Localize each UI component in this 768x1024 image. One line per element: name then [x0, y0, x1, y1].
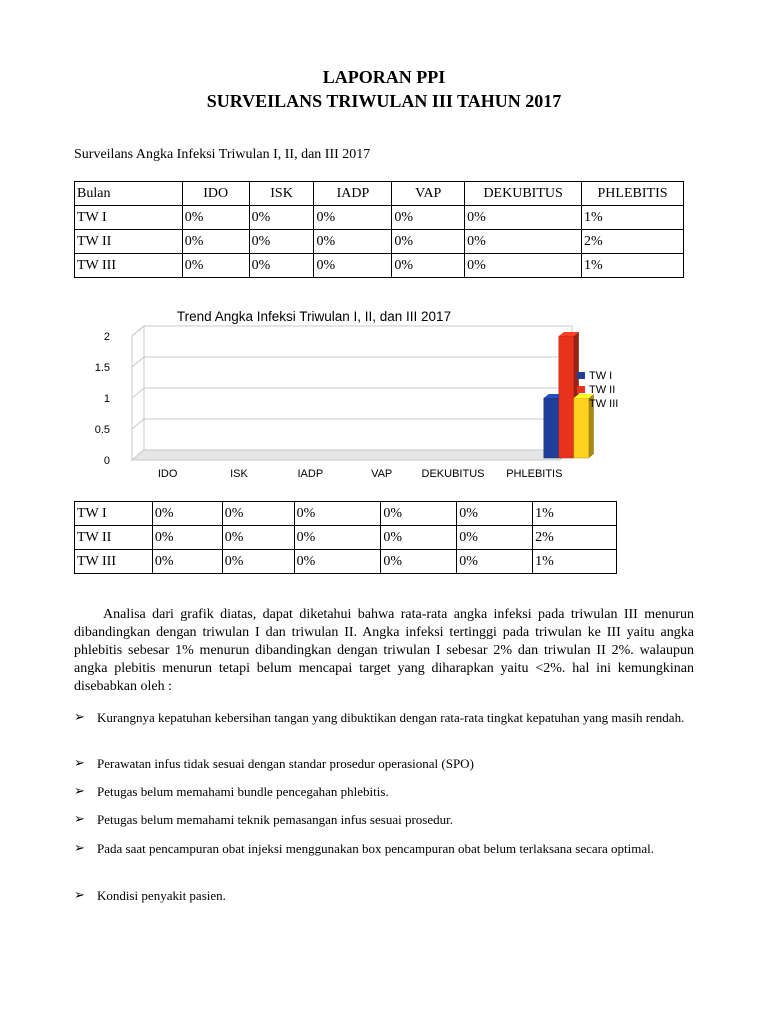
table-cell: 0%	[457, 550, 533, 574]
list-item	[74, 840, 694, 858]
list-item-text: Kondisi penyakit pasien.	[97, 888, 226, 903]
x-tick-label: ISK	[230, 468, 248, 480]
table-cell: 1%	[582, 206, 684, 230]
table-cell: 0%	[222, 550, 294, 574]
table-cell: 0%	[392, 230, 465, 254]
table-cell: 0%	[294, 526, 381, 550]
legend-swatch	[577, 386, 585, 393]
table-cell: 0%	[152, 550, 222, 574]
legend-label: TW II	[589, 384, 616, 396]
x-tick-label: PHLEBITIS	[506, 468, 563, 480]
table-cell: 2%	[582, 230, 684, 254]
legend-swatch	[577, 400, 585, 407]
table-cell: 0%	[465, 230, 582, 254]
arrow-bullet-icon: ➢	[74, 756, 85, 771]
list-item	[74, 709, 694, 727]
infection-rate-table	[74, 181, 684, 278]
list-item	[74, 783, 694, 801]
table-cell: TW II	[75, 526, 153, 550]
x-tick-label: VAP	[371, 468, 393, 480]
column-header: PHLEBITIS	[582, 182, 684, 206]
column-header: DEKUBITUS	[465, 182, 582, 206]
table-cell: 0%	[465, 206, 582, 230]
table-cell: 0%	[314, 206, 392, 230]
table-cell: 0%	[314, 230, 392, 254]
table-cell: TW III	[75, 254, 183, 278]
list-item	[74, 755, 694, 773]
table-cell: 0%	[182, 206, 249, 230]
arrow-bullet-icon: ➢	[74, 841, 85, 856]
table-cell: 1%	[533, 550, 617, 574]
list-item	[74, 887, 694, 905]
table-cell: 0%	[222, 526, 294, 550]
legend-swatch	[577, 372, 585, 379]
x-tick-label: IADP	[297, 468, 324, 480]
list-item-text: Perawatan infus tidak sesuai dengan standar prosedur operasional (SPO)	[97, 756, 474, 771]
arrow-bullet-icon: ➢	[74, 784, 85, 799]
infection-trend-chart	[84, 302, 644, 492]
column-header: IADP	[314, 182, 392, 206]
report-title: LAPORAN PPI	[322, 67, 446, 87]
table-row	[75, 526, 617, 550]
table-cell: 0%	[392, 254, 465, 278]
table-row	[75, 254, 684, 278]
table-cell: 0%	[182, 254, 249, 278]
table-cell: 0%	[314, 254, 392, 278]
column-header: Bulan	[75, 182, 183, 206]
column-header: IDO	[182, 182, 249, 206]
legend-label: TW III	[589, 398, 619, 410]
table-cell: 0%	[381, 550, 457, 574]
table-cell: 0%	[457, 502, 533, 526]
legend-label: TW I	[589, 370, 613, 382]
table-cell: 0%	[465, 254, 582, 278]
list-item-text: Kurangnya kepatuhan kebersihan tangan yang dibuktikan dengan rata-rata tingkat kepatuhan yang masih rendah.	[97, 710, 685, 725]
bar-front	[544, 398, 559, 458]
arrow-bullet-icon: ➢	[74, 710, 85, 725]
table-cell: 0%	[294, 502, 381, 526]
table-cell: 0%	[249, 206, 314, 230]
x-tick-label: IDO	[157, 468, 178, 480]
y-tick-label: 0	[103, 455, 110, 467]
list-item-text: Pada saat pencampuran obat injeksi menggunakan box pencampuran obat belum terlaksana secara optimal.	[97, 841, 654, 856]
table-cell: 0%	[457, 526, 533, 550]
table-cell: 0%	[381, 502, 457, 526]
y-tick-label: 1.5	[94, 362, 110, 374]
bar-front	[559, 336, 574, 458]
column-header: ISK	[249, 182, 314, 206]
table-cell: TW II	[75, 230, 183, 254]
y-tick-label: 0.5	[94, 424, 110, 436]
table-row	[75, 502, 617, 526]
list-item-text: Petugas belum memahami teknik pemasangan infus sesuai prosedur.	[97, 812, 453, 827]
table-cell: TW I	[75, 206, 183, 230]
table-cell: 0%	[152, 526, 222, 550]
table-cell: TW I	[75, 502, 153, 526]
list-item-text: Petugas belum memahami bundle pencegahan phlebitis.	[97, 784, 389, 799]
analysis-paragraph: Analisa dari grafik diatas, dapat diketahui bahwa rata-rata angka infeksi pada triwulan III menurun dibandingkan dengan triwulan I dan triwulan II. Angka infeksi tertinggi pada triwulan ke III yaitu angka phlebitis sebesar 1% menurun dibandingkan dengan triwulan I sebesar 2% dan triwulan II 2%. walaupun angka plebitis menurun tetapi belum mencapai target yang diharapkan yaitu <2%. hal ini kemungkinan disebabkan oleh :	[74, 607, 694, 694]
table-cell: 0%	[222, 502, 294, 526]
table-cell: 1%	[582, 254, 684, 278]
table-cell: 0%	[392, 206, 465, 230]
column-header: VAP	[392, 182, 465, 206]
report-subtitle: SURVEILANS TRIWULAN III TAHUN 2017	[206, 91, 562, 111]
table-row	[75, 206, 684, 230]
y-tick-label: 2	[103, 331, 110, 343]
table-cell: 1%	[533, 502, 617, 526]
table-cell: 0%	[381, 526, 457, 550]
table-row	[75, 550, 617, 574]
x-tick-label: DEKUBITUS	[421, 468, 485, 480]
table-cell: 2%	[533, 526, 617, 550]
table-row	[75, 230, 684, 254]
y-tick-label: 1	[103, 393, 110, 405]
arrow-bullet-icon: ➢	[74, 812, 85, 827]
table-cell: 0%	[249, 254, 314, 278]
arrow-bullet-icon: ➢	[74, 888, 85, 903]
table-cell: 0%	[182, 230, 249, 254]
section-caption: Surveilans Angka Infeksi Triwulan I, II, dan III 2017	[74, 147, 371, 162]
chart-title: Trend Angka Infeksi Triwulan I, II, dan III 2017	[176, 309, 452, 324]
chart-floor	[132, 450, 572, 460]
infection-rate-summary-table	[74, 501, 617, 574]
table-header-row	[75, 182, 684, 206]
table-cell: 0%	[294, 550, 381, 574]
table-cell: 0%	[249, 230, 314, 254]
list-item	[74, 811, 694, 829]
table-cell: TW III	[75, 550, 153, 574]
table-cell: 0%	[152, 502, 222, 526]
